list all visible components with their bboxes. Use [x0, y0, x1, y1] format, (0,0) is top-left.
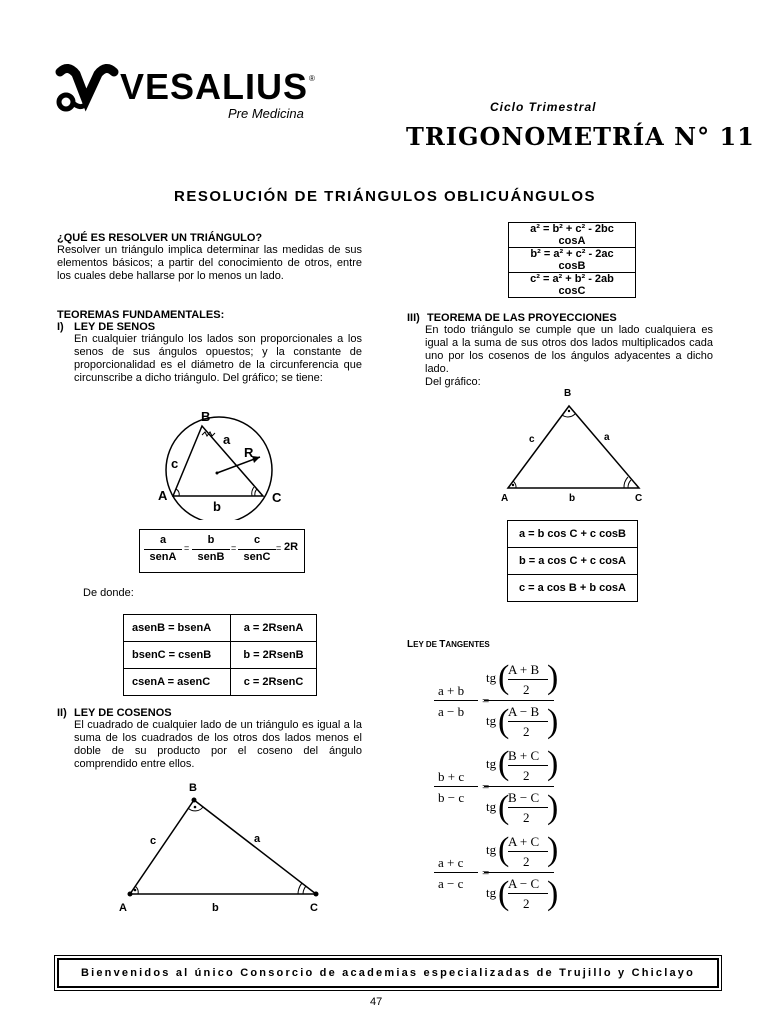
tg-label: tg [486, 756, 497, 771]
sine-law-table [123, 614, 317, 696]
table-cell: bsenC = csenB [124, 642, 231, 669]
tangent-den: a − b [438, 704, 465, 719]
cosine-formulas-table [508, 222, 636, 298]
tangent-formula-1 [430, 658, 560, 744]
label-a-side: a [604, 432, 610, 443]
tangent-num: a + b [438, 683, 465, 698]
sine-law-box [139, 529, 305, 573]
label-b-side: b [569, 493, 576, 504]
paren-open: ( [498, 831, 510, 868]
triangle [508, 406, 639, 488]
projections-text: En todo triángulo se cumple que un lado cualquiera es igual a la suma de sus otros dos lados multiplicados cada uno por los cosenos de los ángulos adyacentes a dicho lado. [425, 324, 713, 375]
paren-open: ( [498, 659, 510, 696]
table-cell: a = 2RsenA [231, 615, 317, 642]
angle-mark-c2 [252, 487, 254, 496]
center-point [216, 472, 219, 475]
cosine-formula: c² = a² + b² - 2ab cosC [509, 273, 636, 298]
sine-law-num-2: b [207, 534, 215, 546]
sine-law-den-1: senA [149, 551, 177, 563]
angle-mark-c [255, 489, 257, 496]
cosines-number: II) [57, 707, 67, 719]
table-cell: asenB = bsenA [124, 615, 231, 642]
paren-close: ) [547, 831, 559, 868]
tangent-inner-two: 2 [523, 768, 530, 783]
logo-registered: ® [309, 74, 315, 83]
tg-label: tg [486, 670, 497, 685]
tangent-inner-two: 2 [523, 810, 530, 825]
projection-formulas-table [507, 520, 638, 602]
tangents-heading-l: L [407, 639, 414, 650]
vertex-b-point [192, 798, 197, 803]
sine-law-den-2: senB [197, 551, 225, 563]
label-b-side: b [213, 499, 221, 514]
vertex-a-point [128, 892, 133, 897]
label-a-vertex: A [501, 493, 509, 504]
sine-law-eq-1: = [184, 543, 190, 553]
projection-formula: a = b cos C + c cosB [508, 521, 638, 548]
label-c-vertex: C [310, 902, 318, 914]
sines-heading: LEY DE SENOS [74, 321, 156, 333]
tangent-inner-two: 2 [523, 896, 530, 911]
label-a-side: a [254, 833, 261, 845]
tangents-heading-t: T [439, 639, 446, 650]
logo-text: VESALIUS [120, 66, 309, 107]
triangle [130, 800, 316, 894]
angle-dot-a [134, 889, 137, 892]
circumcircle-figure [155, 405, 295, 520]
table-cell: c = 2RsenC [231, 669, 317, 696]
table-cell: b = 2RsenB [231, 642, 317, 669]
de-donde-label: De donde: [83, 587, 134, 599]
tg-label: tg [486, 885, 497, 900]
tangent-inner-num-lo: A − C [508, 876, 540, 891]
projections-heading: TEOREMA DE LAS PROYECCIONES [427, 312, 617, 324]
from-graph-label: Del gráfico: [425, 376, 481, 388]
intro-heading: ¿QUÉ ES RESOLVER UN TRIÁNGULO? [57, 232, 263, 244]
angle-mark-c [303, 886, 306, 894]
sines-text: En cualquier triángulo los lados son proporcionales a los senos de sus ángulos opuestos; y la constante de proporcionalidad es el diámetro de la circunferencia que circunscribe a dicho triángulo. Del gráfico; se tiene: [74, 333, 362, 384]
cosines-triangle-figure [112, 778, 332, 914]
vertex-c-point [314, 892, 319, 897]
table-cell: csenA = asenC [124, 669, 231, 696]
angle-mark-c2 [298, 883, 302, 894]
projection-formula: c = a cos B + b cosA [508, 575, 638, 602]
label-b-vertex: B [564, 388, 572, 399]
cosines-heading: LEY DE COSENOS [74, 707, 172, 719]
angle-mark-b [562, 414, 575, 417]
angle-mark-c [628, 480, 631, 488]
label-a-vertex: A [158, 488, 168, 503]
tangent-den: a − c [438, 876, 464, 891]
tangent-inner-num: A + B [508, 662, 540, 677]
tangents-heading [407, 634, 490, 652]
label-r: R [244, 445, 254, 460]
projections-triangle-figure [495, 384, 650, 506]
tangent-num: a + c [438, 855, 464, 870]
angle-mark-a [176, 489, 179, 496]
label-b-vertex: B [189, 782, 197, 794]
label-b-side: b [212, 902, 219, 914]
paren-open: ( [498, 745, 510, 782]
paren-close: ) [547, 789, 559, 826]
tangent-formula-3 [430, 830, 560, 916]
tangent-formula-2 [430, 744, 560, 830]
paren-open: ( [498, 875, 510, 912]
paren-open: ( [498, 703, 510, 740]
angle-dot-b [568, 410, 570, 412]
cosines-text: El cuadrado de cualquier lado de un triángulo es igual a la suma de los cuadrados de los otros dos lados menos el doble de su producto por el coseno del ángulo comprendido entre ellos. [74, 719, 362, 770]
projection-formula: b = a cos C + c cosA [508, 548, 638, 575]
sines-number: I) [57, 321, 64, 333]
label-b-vertex: B [201, 409, 211, 424]
footer-banner: Bienvenidos al único Consorcio de academias especializadas de Trujillo y Chiclayo [57, 958, 719, 988]
angle-dot-a [512, 484, 514, 486]
sine-law-num-1: a [159, 534, 167, 546]
tangent-inner-num-lo: A − B [508, 704, 540, 719]
tangent-num: b + c [438, 769, 465, 784]
logo-subtitle: Pre Medicina [228, 106, 304, 121]
tangent-inner-num-lo: B − C [508, 790, 540, 805]
tangent-eq: = [482, 693, 490, 708]
sine-law-eq-3: = [276, 543, 282, 553]
paren-close: ) [547, 745, 559, 782]
projections-number: III) [407, 312, 420, 324]
sine-law-num-3: c [253, 534, 261, 546]
tangent-den: b − c [438, 790, 465, 805]
cosine-formula: a² = b² + c² - 2bc cosA [509, 223, 636, 248]
tangent-eq: = [482, 865, 490, 880]
tangents-heading-rest2: ANGENTES [445, 640, 490, 649]
tangent-inner-two: 2 [523, 724, 530, 739]
paren-close: ) [547, 703, 559, 740]
paren-close: ) [547, 659, 559, 696]
sine-law-den-3: senC [243, 551, 271, 563]
tg-label: tg [486, 713, 497, 728]
page-number: 47 [370, 996, 383, 1008]
label-c-vertex: C [272, 490, 282, 505]
label-a-side: a [223, 432, 231, 447]
tangent-eq: = [482, 779, 490, 794]
tangent-inner-num: A + C [508, 834, 540, 849]
tangent-inner-two: 2 [523, 682, 530, 697]
sine-law-result: 2R [284, 541, 299, 553]
tg-label: tg [486, 842, 497, 857]
tangent-inner-num: B + C [508, 748, 540, 763]
tangents-heading-rest1: EY DE [413, 640, 440, 649]
vesalius-logo-icon [50, 60, 120, 120]
angle-mark-c2 [624, 477, 628, 488]
tangent-inner-two: 2 [523, 854, 530, 869]
label-c-vertex: C [635, 493, 643, 504]
label-c-side: c [529, 434, 535, 445]
label-c-side: c [150, 835, 157, 847]
tg-label: tg [486, 799, 497, 814]
paren-close: ) [547, 875, 559, 912]
angle-dot-b [194, 806, 197, 809]
intro-text: Resolver un triángulo implica determinar las medidas de sus elementos básicos; a partir del conocimiento de otros, entre los cuales debe hallarse por lo menos un lado. [57, 244, 362, 282]
theorems-heading: TEOREMAS FUNDAMENTALES: [57, 309, 225, 321]
course-title: TRIGONOMETRÍA N° 11 [406, 122, 755, 151]
cosine-formula: b² = a² + c² - 2ac cosB [509, 248, 636, 273]
label-c-side: c [171, 456, 179, 471]
label-a-vertex: A [119, 902, 127, 914]
paren-open: ( [498, 789, 510, 826]
page-title: RESOLUCIÓN DE TRIÁNGULOS OBLICUÁNGULOS [174, 188, 597, 205]
sine-law-eq-2: = [231, 543, 237, 553]
cycle-label: Ciclo Trimestral [490, 100, 597, 114]
